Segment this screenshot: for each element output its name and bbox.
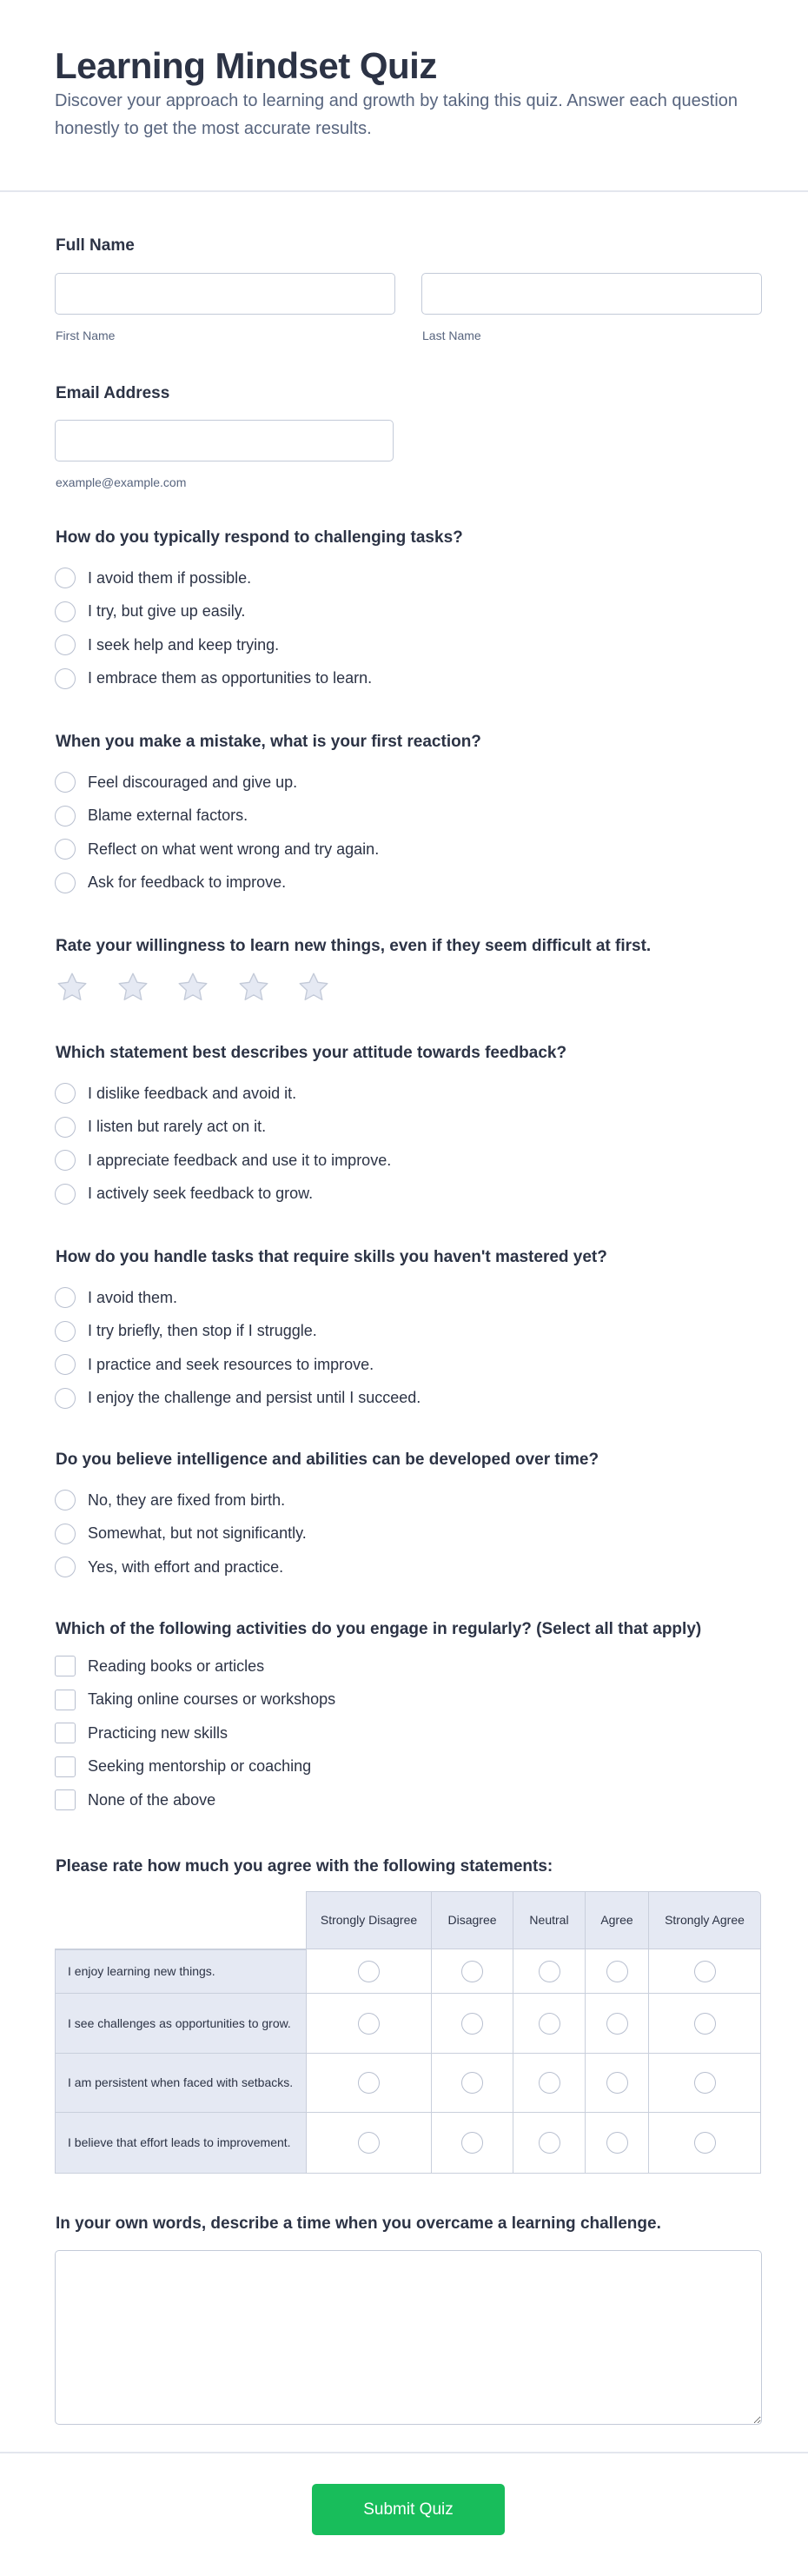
- story-textarea[interactable]: [55, 2250, 762, 2425]
- checkbox-option[interactable]: [55, 1653, 264, 1679]
- matrix-corner: [55, 1891, 307, 1949]
- radio-button[interactable]: [55, 1354, 76, 1375]
- page-description: Discover your approach to learning and growth by taking this quiz. Answer each question honestly to get the most accurate results.: [55, 91, 738, 138]
- radio-option[interactable]: [55, 565, 251, 591]
- header-divider: [0, 190, 808, 192]
- matrix-radio[interactable]: [606, 2132, 628, 2154]
- question-label: Which statement best describes your attitude towards feedback?: [56, 1044, 567, 1062]
- matrix-row-label: I see challenges as opportunities to grow.: [55, 1994, 307, 2054]
- matrix-row-label: I enjoy learning new things.: [55, 1949, 307, 1994]
- full-name-label: Full Name: [56, 236, 135, 255]
- radio-option[interactable]: [55, 599, 245, 625]
- matrix-radio[interactable]: [358, 2132, 380, 2154]
- radio-button[interactable]: [55, 601, 76, 622]
- radio-option[interactable]: [55, 1080, 296, 1106]
- matrix-cell: [586, 1949, 649, 1994]
- option-label: I try briefly, then stop if I struggle.: [88, 1322, 317, 1339]
- matrix-cell: [513, 2054, 586, 2113]
- matrix-row-label: I am persistent when faced with setbacks.: [55, 2054, 307, 2113]
- star-icon[interactable]: [116, 970, 150, 1005]
- matrix-cell: [649, 1949, 761, 1994]
- option-label: Ask for feedback to improve.: [88, 873, 287, 891]
- agreement-matrix: [55, 1891, 761, 2174]
- footer-divider: [0, 2452, 808, 2453]
- matrix-radio[interactable]: [539, 2013, 560, 2035]
- matrix-radio[interactable]: [606, 2072, 628, 2094]
- option-label: No, they are fixed from birth.: [88, 1490, 286, 1509]
- matrix-cell: [513, 2113, 586, 2174]
- radio-option[interactable]: [55, 1318, 317, 1344]
- radio-option[interactable]: [55, 836, 379, 862]
- checkbox[interactable]: [55, 1756, 76, 1777]
- radio-option[interactable]: [55, 1147, 391, 1173]
- option-label: I enjoy the challenge and persist until I succeed.: [88, 1389, 421, 1406]
- matrix-row-label: I believe that effort leads to improvement.: [55, 2113, 307, 2174]
- page-title: Learning Mindset Quiz: [55, 45, 437, 86]
- matrix-radio[interactable]: [461, 1961, 483, 1982]
- matrix-radio[interactable]: [606, 2013, 628, 2035]
- matrix-row: [55, 2113, 761, 2174]
- matrix-radio[interactable]: [461, 2072, 483, 2094]
- radio-button[interactable]: [55, 668, 76, 689]
- option-label: Blame external factors.: [88, 807, 248, 824]
- matrix-column-header: Agree: [586, 1891, 649, 1949]
- matrix-column-header: Strongly Agree: [649, 1891, 761, 1949]
- radio-option[interactable]: [55, 803, 248, 829]
- matrix-row: [55, 1949, 761, 1994]
- matrix-cell: [307, 2054, 432, 2113]
- radio-option[interactable]: [55, 769, 297, 795]
- email-sublabel: example@example.com: [56, 475, 187, 489]
- matrix-cell: [649, 2054, 761, 2113]
- radio-button[interactable]: [55, 873, 76, 893]
- radio-button[interactable]: [55, 1557, 76, 1577]
- email-input[interactable]: [55, 420, 394, 461]
- matrix-radio[interactable]: [358, 2013, 380, 2035]
- matrix-row: [55, 2054, 761, 2113]
- checkbox[interactable]: [55, 1789, 76, 1810]
- matrix-cell: [649, 2113, 761, 2174]
- option-label: I dislike feedback and avoid it.: [88, 1084, 297, 1102]
- radio-button[interactable]: [55, 806, 76, 827]
- star-icon[interactable]: [236, 970, 271, 1005]
- matrix-cell: [513, 1949, 586, 1994]
- radio-button[interactable]: [55, 1117, 76, 1138]
- matrix-cell: [307, 1994, 432, 2054]
- matrix-radio[interactable]: [694, 2013, 716, 2035]
- radio-option[interactable]: [55, 1487, 285, 1513]
- option-label: Feel discouraged and give up.: [88, 773, 298, 791]
- question-label: How do you handle tasks that require skills you haven't mastered yet?: [56, 1248, 607, 1266]
- matrix-radio[interactable]: [694, 2132, 716, 2154]
- radio-option[interactable]: [55, 632, 279, 658]
- option-label: I avoid them if possible.: [88, 568, 252, 587]
- radio-option[interactable]: [55, 666, 372, 692]
- radio-option[interactable]: [55, 870, 286, 896]
- option-label: I embrace them as opportunities to learn.: [88, 669, 373, 687]
- checkbox-option[interactable]: [55, 1687, 335, 1713]
- checkbox-option[interactable]: [55, 1720, 228, 1746]
- checkbox[interactable]: [55, 1723, 76, 1743]
- radio-button[interactable]: [55, 839, 76, 860]
- matrix-radio[interactable]: [358, 1961, 380, 1982]
- radio-option[interactable]: [55, 1385, 421, 1411]
- option-label: I practice and seek resources to improve.: [88, 1355, 374, 1373]
- radio-button[interactable]: [55, 1287, 76, 1308]
- star-icon[interactable]: [55, 970, 89, 1005]
- option-label: None of the above: [88, 1790, 216, 1809]
- last-name-input[interactable]: [421, 273, 762, 315]
- matrix-cell: [586, 2054, 649, 2113]
- matrix-cell: [586, 2113, 649, 2174]
- question-label: When you make a mistake, what is your first reaction?: [56, 733, 481, 751]
- radio-button[interactable]: [55, 772, 76, 793]
- matrix-radio[interactable]: [539, 1961, 560, 1982]
- option-label: I actively seek feedback to grow.: [88, 1185, 314, 1202]
- first-name-sublabel: First Name: [56, 329, 116, 342]
- option-label: Taking online courses or workshops: [88, 1690, 336, 1708]
- radio-option[interactable]: [55, 1181, 313, 1207]
- matrix-radio[interactable]: [461, 2013, 483, 2035]
- star-icon[interactable]: [296, 970, 331, 1005]
- matrix-radio[interactable]: [694, 2072, 716, 2094]
- matrix-column-header: Disagree: [432, 1891, 513, 1949]
- matrix-radio[interactable]: [461, 2132, 483, 2154]
- question-label: Do you believe intelligence and abilities can be developed over time?: [56, 1451, 599, 1469]
- option-label: Yes, with effort and practice.: [88, 1557, 284, 1576]
- matrix-cell: [307, 2113, 432, 2174]
- checkbox-option[interactable]: [55, 1787, 215, 1813]
- last-name-sublabel: Last Name: [422, 329, 481, 342]
- radio-button[interactable]: [55, 1321, 76, 1342]
- radio-option[interactable]: [55, 1285, 177, 1311]
- option-label: I avoid them.: [88, 1288, 178, 1306]
- option-label: Seeking mentorship or coaching: [88, 1757, 312, 1775]
- radio-option[interactable]: [55, 1114, 266, 1140]
- matrix-cell: [586, 1994, 649, 2054]
- matrix-cell: [432, 1949, 513, 1994]
- matrix-radio[interactable]: [694, 1961, 716, 1982]
- checkbox[interactable]: [55, 1656, 76, 1676]
- radio-button[interactable]: [55, 1150, 76, 1171]
- radio-button[interactable]: [55, 568, 76, 588]
- matrix-cell: [307, 1949, 432, 1994]
- radio-option[interactable]: [55, 1521, 307, 1547]
- radio-button[interactable]: [55, 1524, 76, 1544]
- matrix-cell: [432, 2054, 513, 2113]
- option-label: I appreciate feedback and use it to improve.: [88, 1151, 392, 1169]
- star-icon[interactable]: [176, 970, 210, 1005]
- radio-button[interactable]: [55, 1490, 76, 1510]
- radio-option[interactable]: [55, 1351, 374, 1378]
- question-label: How do you typically respond to challenging tasks?: [56, 528, 463, 547]
- option-label: Somewhat, but not significantly.: [88, 1524, 307, 1542]
- option-label: I listen but rarely act on it.: [88, 1118, 267, 1135]
- matrix-label: Please rate how much you agree with the following statements:: [56, 1857, 553, 1876]
- matrix-cell: [432, 2113, 513, 2174]
- matrix-cell: [649, 1994, 761, 2054]
- checkbox[interactable]: [55, 1690, 76, 1710]
- checkbox-option[interactable]: [55, 1754, 311, 1780]
- radio-button[interactable]: [55, 1083, 76, 1104]
- radio-button[interactable]: [55, 1388, 76, 1409]
- matrix-column-header: Neutral: [513, 1891, 586, 1949]
- option-label: I try, but give up easily.: [88, 602, 246, 620]
- submit-quiz-button[interactable]: Submit Quiz: [312, 2484, 505, 2535]
- story-label: In your own words, describe a time when you overcame a learning challenge.: [56, 2214, 661, 2233]
- radio-button[interactable]: [55, 634, 76, 655]
- matrix-radio[interactable]: [539, 2072, 560, 2094]
- radio-option[interactable]: [55, 1554, 283, 1580]
- option-label: Reflect on what went wrong and try again.: [88, 840, 380, 858]
- option-label: I seek help and keep trying.: [88, 635, 280, 654]
- email-label: Email Address: [56, 384, 170, 402]
- rating-label: Rate your willingness to learn new things, even if they seem difficult at first.: [56, 937, 652, 955]
- matrix-radio[interactable]: [539, 2132, 560, 2154]
- matrix-radio[interactable]: [358, 2072, 380, 2094]
- matrix-cell: [513, 1994, 586, 2054]
- matrix-row: [55, 1994, 761, 2054]
- matrix-radio[interactable]: [606, 1961, 628, 1982]
- activities-label: Which of the following activities do you engage in regularly? (Select all that apply): [56, 1620, 702, 1638]
- first-name-input[interactable]: [55, 273, 395, 315]
- radio-button[interactable]: [55, 1184, 76, 1205]
- matrix-column-header: Strongly Disagree: [307, 1891, 432, 1949]
- matrix-cell: [432, 1994, 513, 2054]
- option-label: Practicing new skills: [88, 1723, 228, 1742]
- option-label: Reading books or articles: [88, 1656, 265, 1675]
